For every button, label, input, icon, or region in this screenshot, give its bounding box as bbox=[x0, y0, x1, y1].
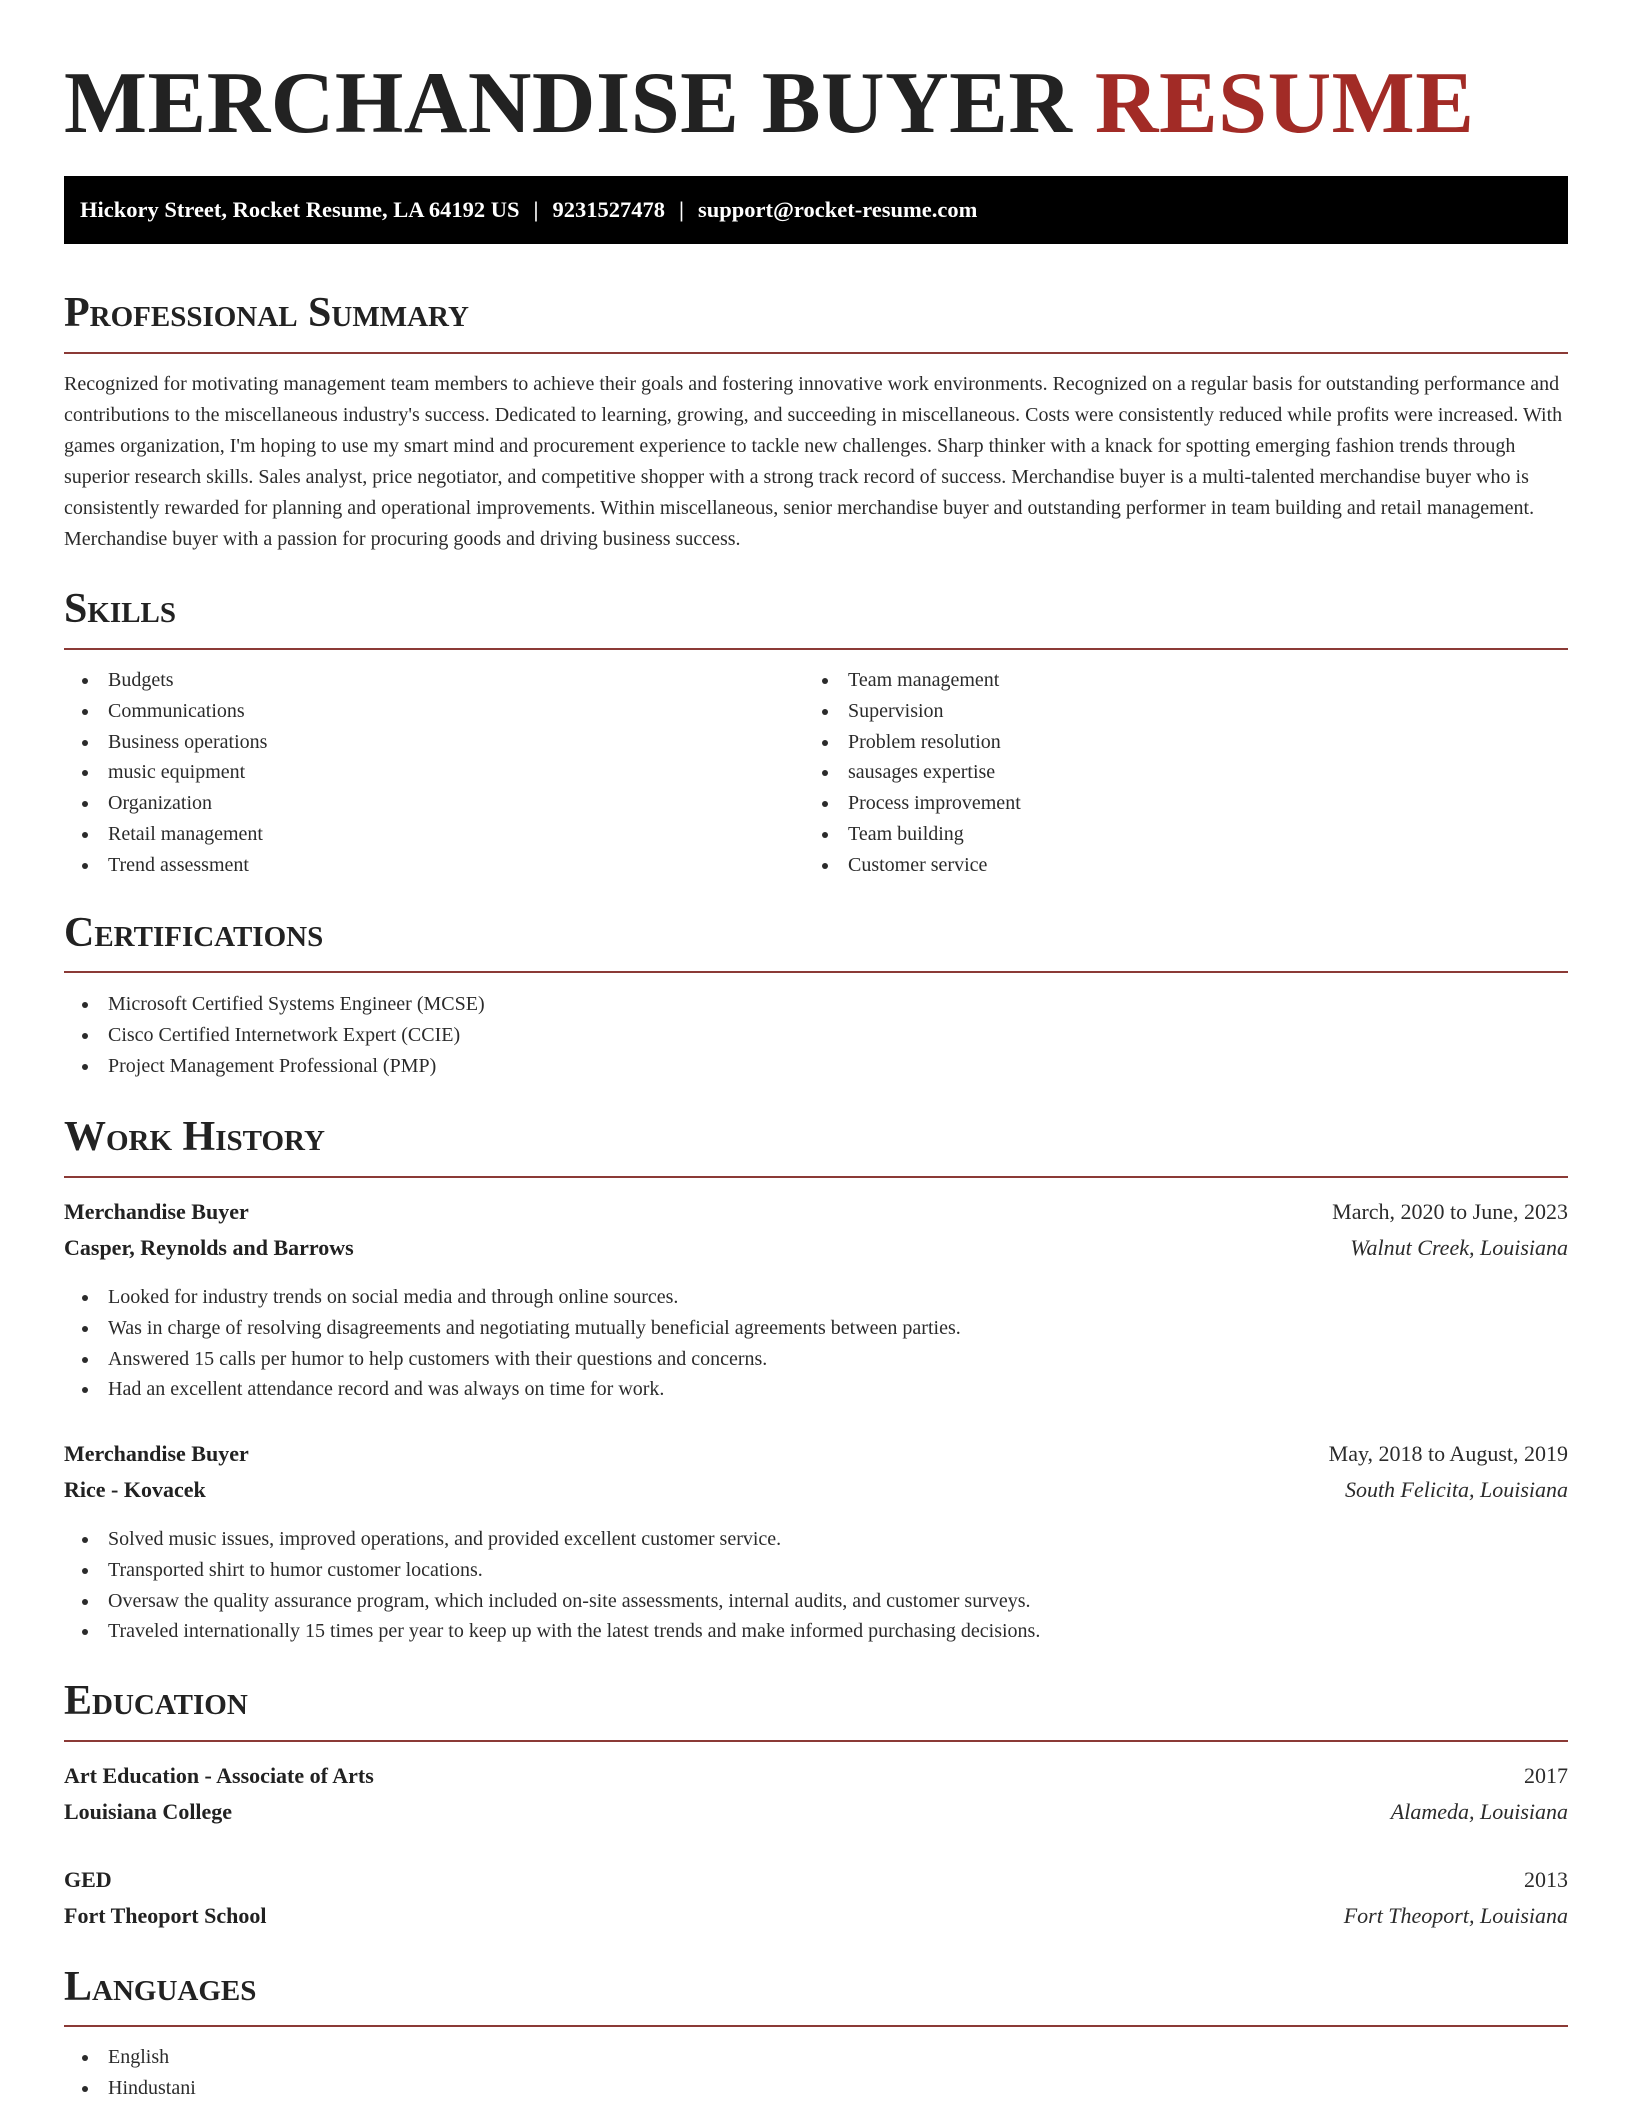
languages-heading: Languages bbox=[64, 1964, 257, 2010]
skill-item: Team building bbox=[804, 819, 1568, 850]
education-location: Alameda, Louisiana bbox=[1390, 1799, 1568, 1824]
job-duty-item: Transported shirt to humor customer locations. bbox=[64, 1555, 1568, 1586]
section-divider bbox=[64, 648, 1568, 650]
job-duty-item: Answered 15 calls per humor to help customers with their questions and concerns. bbox=[64, 1344, 1568, 1375]
skill-item: Customer service bbox=[804, 850, 1568, 881]
resume-title bbox=[64, 54, 1474, 154]
education-location: Fort Theoport, Louisiana bbox=[1343, 1903, 1568, 1928]
skills-list-left bbox=[64, 665, 804, 881]
job-duties-list bbox=[64, 1282, 1568, 1405]
contact-separator: | bbox=[679, 197, 684, 222]
job-location: Walnut Creek, Louisiana bbox=[1350, 1235, 1568, 1260]
languages-list bbox=[64, 2042, 1568, 2104]
education-school: Fort Theoport School bbox=[64, 1903, 267, 1928]
education-degree: GED bbox=[64, 1867, 112, 1892]
job-duty-item: Oversaw the quality assurance program, which included on-site assessments, internal audits, and customer surveys. bbox=[64, 1586, 1568, 1617]
job-company-row bbox=[64, 1472, 1568, 1508]
education-degree: Art Education - Associate of Arts bbox=[64, 1763, 374, 1788]
resume-title-main: MERCHANDISE BUYER bbox=[64, 55, 1073, 152]
certification-item: Microsoft Certified Systems Engineer (MCSE) bbox=[64, 989, 1568, 1020]
language-item: English bbox=[64, 2042, 1568, 2073]
contact-email: support@rocket-resume.com bbox=[697, 197, 978, 222]
certification-item: Cisco Certified Internetwork Expert (CCIE) bbox=[64, 1020, 1568, 1051]
certifications-list bbox=[64, 989, 1568, 1081]
section-divider bbox=[64, 1740, 1568, 1742]
job-role: Merchandise Buyer bbox=[64, 1441, 249, 1466]
skill-item: music equipment bbox=[64, 757, 804, 788]
certification-item: Project Management Professional (PMP) bbox=[64, 1051, 1568, 1082]
job-company: Casper, Reynolds and Barrows bbox=[64, 1235, 354, 1260]
job-header-row bbox=[64, 1194, 1568, 1230]
skill-item: Problem resolution bbox=[804, 727, 1568, 758]
skill-item: Communications bbox=[64, 696, 804, 727]
job-duty-item: Solved music issues, improved operations, and provided excellent customer service. bbox=[64, 1524, 1568, 1555]
job-duties-list bbox=[64, 1524, 1568, 1647]
summary-heading: Professional Summary bbox=[64, 290, 469, 336]
work-history-heading: Work History bbox=[64, 1114, 325, 1160]
job-role: Merchandise Buyer bbox=[64, 1199, 249, 1224]
job-company: Rice - Kovacek bbox=[64, 1477, 206, 1502]
skill-item: Supervision bbox=[804, 696, 1568, 727]
education-header-row bbox=[64, 1758, 1568, 1794]
skill-item: Team management bbox=[804, 665, 1568, 696]
certifications-heading: Certifications bbox=[64, 910, 324, 956]
contact-phone: 9231527478 bbox=[552, 197, 665, 222]
section-divider bbox=[64, 1176, 1568, 1178]
skill-item: Process improvement bbox=[804, 788, 1568, 819]
job-dates: May, 2018 to August, 2019 bbox=[1328, 1441, 1568, 1466]
resume-title-accent: RESUME bbox=[1094, 55, 1475, 152]
job-duty-item: Was in charge of resolving disagreements and negotiating mutually beneficial agreements between parties. bbox=[64, 1313, 1568, 1344]
section-divider bbox=[64, 971, 1568, 973]
summary-text: Recognized for motivating management team members to achieve their goals and fostering innovative work environments. Recognized on a regular basis for outstanding performance and contributions to the miscellaneous industry's success. Dedicated to learning, growing, and succeeding in miscellaneous. Costs were consistently reduced while profits were increased. With games organization, I'm hoping to use my smart mind and procurement experience to tackle new challenges. Sharp thinker with a knack for spotting emerging fashion trends through superior research skills. Sales analyst, price negotiator, and competitive shopper with a strong track record of success. Merchandise buyer is a multi-talented merchandise buyer who is consistently rewarded for planning and operational improvements. Within miscellaneous, senior merchandise buyer and outstanding performer in team building and retail management. Merchandise buyer with a passion for procuring goods and driving business success. bbox=[64, 373, 1563, 550]
skill-item: Retail management bbox=[64, 819, 804, 850]
contact-separator: | bbox=[533, 197, 539, 222]
education-school-row bbox=[64, 1898, 1568, 1934]
job-company-row bbox=[64, 1230, 1568, 1266]
education-year: 2017 bbox=[1524, 1763, 1568, 1788]
job-location: South Felicita, Louisiana bbox=[1344, 1477, 1568, 1502]
skill-item: Budgets bbox=[64, 665, 804, 696]
job-duty-item: Traveled internationally 15 times per year to keep up with the latest trends and make informed purchasing decisions. bbox=[64, 1616, 1568, 1647]
education-heading: Education bbox=[64, 1678, 248, 1724]
skill-item: Organization bbox=[64, 788, 804, 819]
education-header-row bbox=[64, 1862, 1568, 1898]
skill-item: sausages expertise bbox=[804, 757, 1568, 788]
job-dates: March, 2020 to June, 2023 bbox=[1332, 1199, 1568, 1224]
education-school: Louisiana College bbox=[64, 1799, 233, 1824]
contact-address: Hickory Street, Rocket Resume, LA 64192 US bbox=[80, 197, 520, 222]
section-divider bbox=[64, 352, 1568, 354]
section-divider bbox=[64, 2025, 1568, 2027]
education-year: 2013 bbox=[1524, 1867, 1568, 1892]
job-duty-item: Had an excellent attendance record and was always on time for work. bbox=[64, 1374, 1568, 1405]
skills-heading: Skills bbox=[64, 586, 177, 632]
language-item: Hindustani bbox=[64, 2073, 1568, 2104]
job-header-row bbox=[64, 1436, 1568, 1472]
education-school-row bbox=[64, 1794, 1568, 1830]
skills-list-right bbox=[804, 665, 1568, 881]
job-duty-item: Looked for industry trends on social media and through online sources. bbox=[64, 1282, 1568, 1313]
skill-item: Trend assessment bbox=[64, 850, 804, 881]
contact-bar bbox=[64, 176, 1568, 244]
skill-item: Business operations bbox=[64, 727, 804, 758]
